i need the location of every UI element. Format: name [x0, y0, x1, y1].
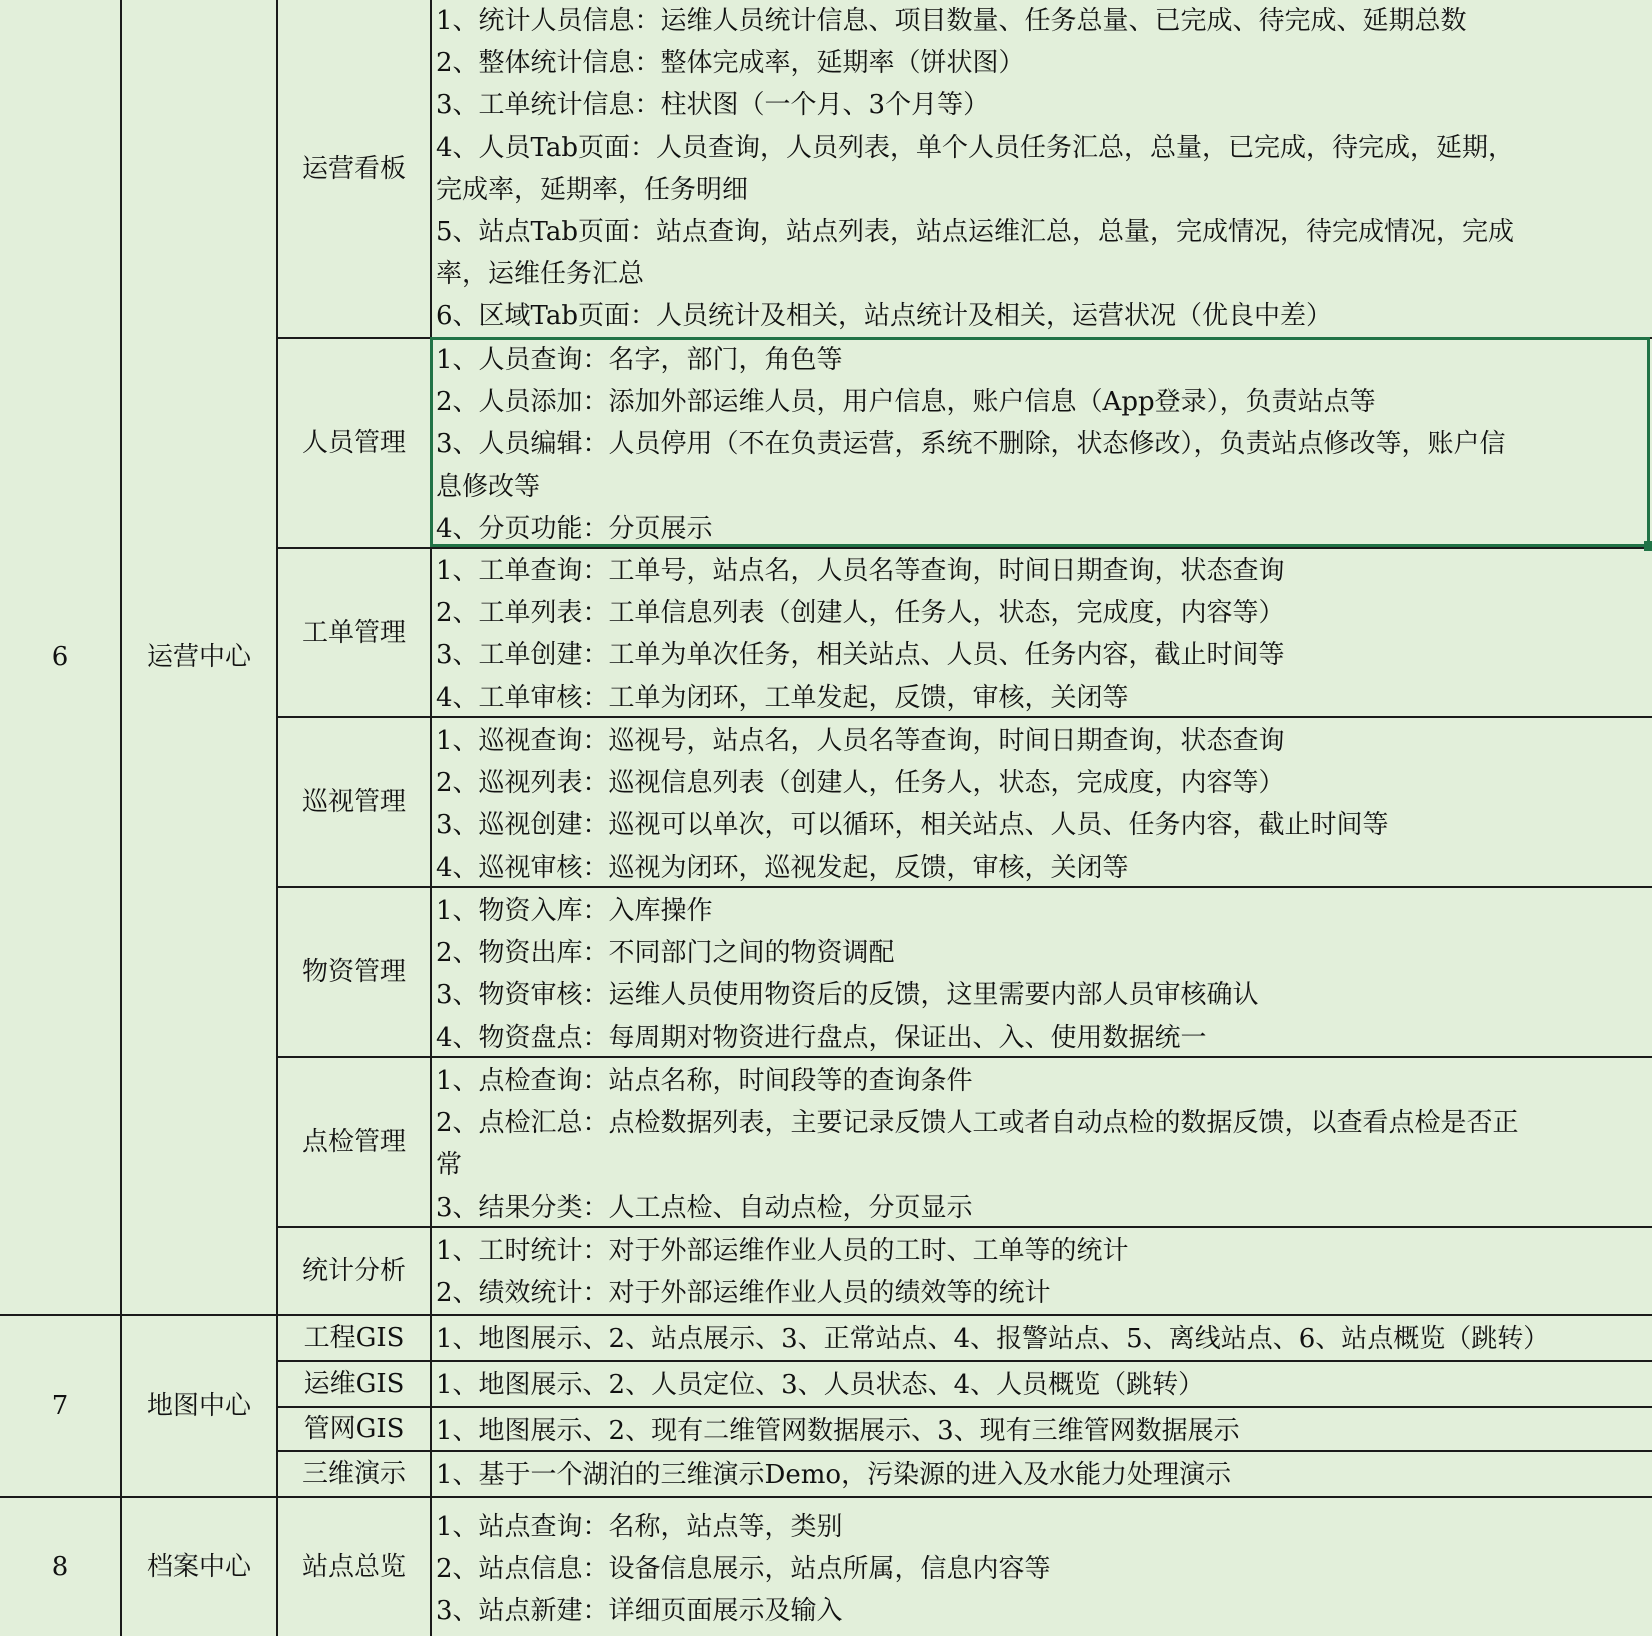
- description-line: 率，运维任务汇总: [436, 259, 645, 290]
- description-line: 1、工时统计：对于外部运维作业人员的工时、工单等的统计: [436, 1236, 1129, 1266]
- description-line: 2、巡视列表：巡视信息列表（创建人，任务人，状态，完成度，内容等）: [436, 768, 1285, 799]
- description-line: 1、点检查询：站点名称，时间段等的查询条件: [436, 1066, 973, 1096]
- description-line: 1、工单查询：工单号，站点名，人员名等查询，时间日期查询，状态查询: [436, 556, 1285, 586]
- column-divider: [120, 0, 122, 1636]
- description-line: 3、结果分类：人工点检、自动点检，分页显示: [436, 1192, 973, 1223]
- section-name-cell[interactable]: 地图中心: [146, 1391, 251, 1421]
- description-line: 3、巡视创建：巡视可以单次，可以循环，相关站点、人员、任务内容，截止时间等: [436, 810, 1389, 841]
- module-description-cell[interactable]: [436, 1318, 1646, 1362]
- module-description-cell[interactable]: [436, 1364, 1646, 1408]
- row-divider: [276, 1056, 1652, 1058]
- description-line: 4、物资盘点：每周期对物资进行盘点，保证出、入、使用数据统一: [436, 1022, 1207, 1053]
- module-name-cell[interactable]: 人员管理: [301, 428, 406, 458]
- description-line: 2、物资出库：不同部门之间的物资调配: [436, 938, 895, 969]
- section-number-cell[interactable]: 7: [51, 1391, 69, 1421]
- description-line: 1、地图展示、2、现有二维管网数据展示、3、现有三维管网数据展示: [436, 1416, 1240, 1446]
- row-divider: [0, 1496, 1652, 1498]
- description-line: 4、分页功能：分页展示: [436, 513, 713, 544]
- description-line: 1、物资入库：入库操作: [436, 896, 713, 926]
- description-line: 1、统计人员信息：运维人员统计信息、项目数量、任务总量、已完成、待完成、延期总数: [436, 6, 1467, 36]
- column-divider: [276, 0, 278, 1636]
- module-name-cell[interactable]: 运营看板: [301, 153, 406, 184]
- fill-handle[interactable]: [1644, 541, 1652, 551]
- description-line: 2、点检汇总：点检数据列表，主要记录反馈人工或者自动点检的数据反馈，以查看点检是否正: [436, 1108, 1519, 1139]
- module-description-cell[interactable]: [436, 550, 1646, 716]
- module-description-cell[interactable]: [436, 1060, 1646, 1226]
- row-divider: [276, 886, 1652, 888]
- description-line: 2、人员添加：添加外部运维人员，用户信息，账户信息（App登录），负责站点等: [436, 387, 1376, 418]
- section-number-cell[interactable]: 8: [51, 1552, 69, 1582]
- cell-selection-border[interactable]: [430, 337, 1650, 547]
- description-line: 2、整体统计信息：整体完成率，延期率（饼状图）: [436, 48, 1025, 79]
- description-line: 2、站点信息：设备信息展示，站点所属，信息内容等: [436, 1554, 1051, 1585]
- section-name-cell[interactable]: 档案中心: [146, 1552, 251, 1582]
- module-description-cell[interactable]: [436, 1506, 1646, 1636]
- module-name-cell[interactable]: 点检管理: [301, 1127, 406, 1157]
- description-line: 2、绩效统计：对于外部运维作业人员的绩效等的统计: [436, 1278, 1051, 1309]
- description-line: 3、工单创建：工单为单次任务，相关站点、人员、任务内容，截止时间等: [436, 640, 1285, 671]
- module-description-cell[interactable]: [436, 890, 1646, 1056]
- description-line: 完成率，延期率，任务明细: [436, 174, 749, 205]
- description-line: 6、区域Tab页面：人员统计及相关，站点统计及相关，运营状况（优良中差）: [436, 301, 1333, 332]
- description-line: 1、人员查询：名字，部门，角色等: [436, 345, 843, 375]
- description-line: 5、站点Tab页面：站点查询，站点列表，站点运维汇总，总量，完成情况，待完成情况，完成: [436, 216, 1515, 247]
- description-line: 3、物资审核：运维人员使用物资后的反馈，这里需要内部人员审核确认: [436, 980, 1259, 1011]
- description-line: 4、工单审核：工单为闭环，工单发起，反馈，审核，关闭等: [436, 682, 1129, 713]
- row-divider: [276, 547, 1652, 549]
- description-line: 常: [436, 1150, 463, 1181]
- description-line: 3、站点新建：详细页面展示及输入: [436, 1596, 843, 1627]
- description-line: 息修改等: [436, 471, 541, 502]
- module-name-cell[interactable]: 站点总览: [301, 1552, 406, 1582]
- row-divider: [276, 1360, 1652, 1362]
- description-line: 1、站点查询：名称，站点等，类别: [436, 1512, 843, 1542]
- description-line: 1、巡视查询：巡视号，站点名，人员名等查询，时间日期查询，状态查询: [436, 726, 1285, 756]
- description-line: 1、地图展示、2、人员定位、3、人员状态、4、人员概览（跳转）: [436, 1370, 1205, 1400]
- description-line: 4、人员Tab页面：人员查询，人员列表，单个人员任务汇总，总量，已完成，待完成，延期，: [436, 132, 1515, 163]
- row-divider: [0, 1314, 1652, 1316]
- module-description-cell[interactable]: [436, 0, 1646, 337]
- row-divider: [276, 716, 1652, 718]
- description-line: 1、基于一个湖泊的三维演示Demo，污染源的进入及水能力处理演示: [436, 1460, 1232, 1490]
- row-divider: [276, 1406, 1652, 1408]
- section-name-cell[interactable]: 运营中心: [146, 642, 251, 672]
- module-name-cell[interactable]: 工程GIS: [303, 1323, 405, 1353]
- row-divider: [276, 1450, 1652, 1452]
- section-number-cell[interactable]: 6: [51, 642, 69, 672]
- module-description-cell[interactable]: [436, 1230, 1646, 1314]
- module-description-cell[interactable]: [436, 1454, 1646, 1498]
- module-description-cell[interactable]: [436, 720, 1646, 886]
- module-name-cell[interactable]: 工单管理: [301, 617, 406, 648]
- module-name-cell[interactable]: 运维GIS: [303, 1369, 405, 1399]
- description-line: 1、地图展示、2、站点展示、3、正常站点、4、报警站点、5、离线站点、6、站点概览（跳转）: [436, 1324, 1550, 1354]
- module-description-cell[interactable]: [436, 1410, 1646, 1452]
- module-name-cell[interactable]: 统计分析: [301, 1256, 406, 1286]
- description-line: 3、人员编辑：人员停用（不在负责运营，系统不删除，状态修改），负责站点修改等，账户信: [436, 429, 1506, 460]
- column-divider: [430, 0, 432, 1636]
- description-line: 3、工单统计信息：柱状图（一个月、3个月等）: [436, 90, 990, 121]
- module-name-cell[interactable]: 巡视管理: [301, 787, 406, 817]
- module-name-cell[interactable]: 物资管理: [301, 957, 406, 987]
- module-name-cell[interactable]: 管网GIS: [303, 1414, 405, 1444]
- description-line: 4、巡视审核：巡视为闭环，巡视发起，反馈，审核，关闭等: [436, 852, 1129, 883]
- module-name-cell[interactable]: 三维演示: [301, 1459, 406, 1489]
- description-line: 2、工单列表：工单信息列表（创建人，任务人，状态，完成度，内容等）: [436, 598, 1285, 629]
- row-divider: [276, 1226, 1652, 1228]
